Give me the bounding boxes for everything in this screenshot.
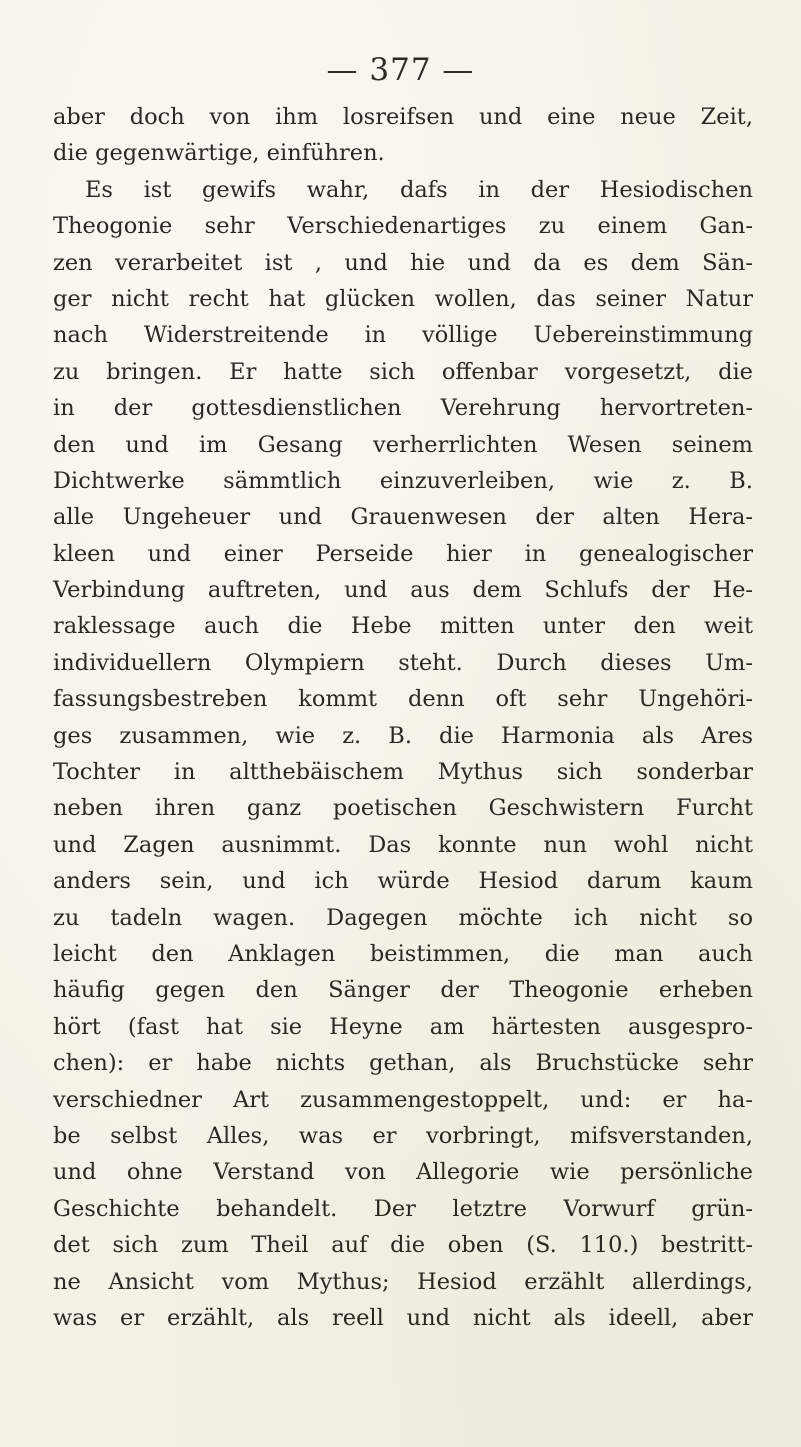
text-line: fassungsbestreben kommt denn oft sehr Ungehöri- bbox=[53, 686, 753, 713]
text-line: chen): er habe nichts gethan, als Bruchstücke sehr bbox=[53, 1050, 753, 1077]
text-line: und ohne Verstand von Allegorie wie persönliche bbox=[53, 1159, 753, 1186]
text-line: in der gottesdienstlichen Verehrung hervortreten- bbox=[53, 395, 753, 422]
text-line: und Zagen ausnimmt. Das konnte nun wohl nicht bbox=[53, 831, 753, 858]
text-line: kleen und einer Perseide hier in genealogischer bbox=[53, 540, 753, 567]
text-line: Geschichte behandelt. Der letztre Vorwurf grün- bbox=[53, 1195, 753, 1222]
text-line: verschiedner Art zusammengestoppelt, und: er ha- bbox=[53, 1086, 753, 1113]
text-line: hört (fast hat sie Heyne am härtesten ausgespro- bbox=[53, 1013, 753, 1040]
page-number: — 377 — bbox=[326, 52, 475, 88]
text-line: die gegenwärtige, einführen. bbox=[53, 140, 385, 167]
text-line: was er erzählt, als reell und nicht als ideell, aber bbox=[53, 1304, 753, 1331]
text-line: raklessage auch die Hebe mitten unter den weit bbox=[53, 613, 753, 640]
text-line: be selbst Alles, was er vorbringt, mifsverstanden, bbox=[53, 1122, 753, 1149]
text-line: Verbindung auftreten, und aus dem Schlufs der He- bbox=[53, 577, 753, 604]
text-line: neben ihren ganz poetischen Geschwistern Furcht bbox=[53, 795, 753, 822]
text-line: nach Widerstreitende in völlige Uebereinstimmung bbox=[53, 322, 753, 349]
text-line: alle Ungeheuer und Grauenwesen der alten Hera- bbox=[53, 504, 753, 531]
text-line: leicht den Anklagen beistimmen, die man auch bbox=[53, 940, 753, 967]
text-line: Tochter in altthebäischem Mythus sich sonderbar bbox=[53, 759, 753, 786]
text-line: ger nicht recht hat glücken wollen, das seiner Natur bbox=[53, 285, 753, 312]
text-line: zu bringen. Er hatte sich offenbar vorgesetzt, die bbox=[53, 358, 753, 385]
text-line: ne Ansicht vom Mythus; Hesiod erzählt allerdings, bbox=[53, 1268, 753, 1295]
text-line: det sich zum Theil auf die oben (S. 110.) bestritt- bbox=[53, 1232, 753, 1259]
body-text bbox=[53, 99, 753, 1336]
text-line: anders sein, und ich würde Hesiod darum kaum bbox=[53, 868, 753, 895]
text-line: zen verarbeitet ist , und hie und da es dem Sän- bbox=[53, 249, 753, 276]
text-line: Dichtwerke sämmtlich einzuverleiben, wie z. B. bbox=[53, 467, 753, 494]
text-line: individuellern Olympiern steht. Durch dieses Um- bbox=[53, 649, 753, 676]
text-line: Theogonie sehr Verschiedenartiges zu einem Gan- bbox=[53, 213, 753, 240]
text-line: ges zusammen, wie z. B. die Harmonia als Ares bbox=[53, 722, 753, 749]
text-line: Es ist gewifs wahr, dafs in der Hesiodischen bbox=[85, 176, 753, 203]
text-line: zu tadeln wagen. Dagegen möchte ich nicht so bbox=[53, 904, 753, 931]
text-line: den und im Gesang verherrlichten Wesen seinem bbox=[53, 431, 753, 458]
text-line: aber doch von ihm losreifsen und eine neue Zeit, bbox=[53, 104, 753, 130]
text-line: häufig gegen den Sänger der Theogonie erheben bbox=[53, 977, 753, 1004]
